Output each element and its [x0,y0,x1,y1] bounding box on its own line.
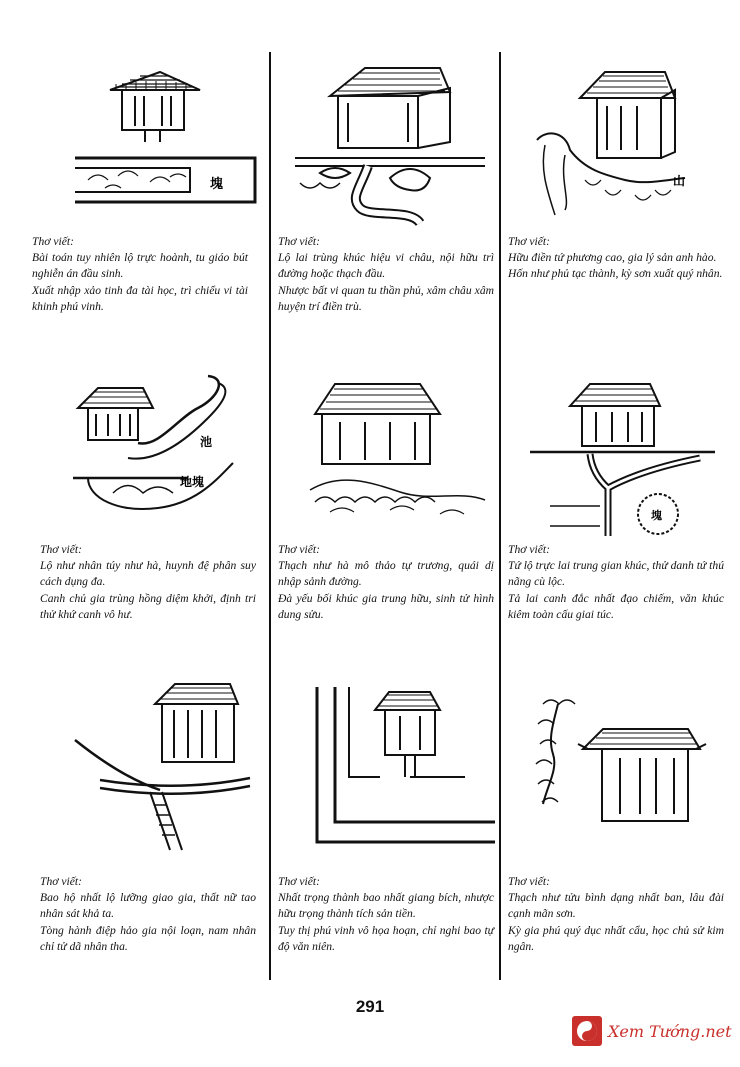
poem-cell-8 [278,874,494,955]
poem-heading: Thơ viết: [40,875,82,888]
poem-cell-2 [278,234,494,315]
poem-cell-3 [508,234,724,283]
watermark[interactable] [572,1014,732,1048]
poem-line: Bài toán tuy nhiên lộ trực hoành, tu giáo bút nghiễn án đầu sinh. [32,251,248,281]
poem-heading: Thơ viết: [278,543,320,556]
label-r1c1: 塊 [210,177,224,192]
poem-heading: Thơ viết: [278,875,320,888]
illustration-house-corner-wall [305,682,495,867]
poem-line: Tả lai canh đắc nhất đạo chiếm, văn khúc kiêm toàn cấu giai túc. [508,591,724,621]
poem-heading: Thơ viết: [32,235,74,248]
poem-cell-5 [278,542,494,623]
illustration-house-winding-road [290,58,490,233]
poem-line: Hốn như phủ tạc thành, kỳ sơn xuất quý nhân. [508,267,723,281]
illustration-house-rock-tree [528,684,718,869]
poem-heading: Thơ viết: [508,235,550,248]
poem-line: Canh chủ gia trùng hồng diệm khởi, định tri thử khứ canh vô hư. [40,591,256,621]
column-divider-right [499,52,501,980]
poem-line: Lộ lai trùng khúc hiệu vi châu, nội hữu trì đường hoặc thạch đầu. [278,251,494,281]
label-r2c3: 塊 [651,509,662,522]
poem-line: Thạch như hà mô thảo tự trương, quái dị nhập sảnh đường. [278,559,494,589]
poem-line: Xuất nhập xảo tinh đa tài học, trì chiểu vi tài khinh phú vinh. [32,283,248,313]
poem-line: Nhược bất vi quan tu thần phủ, xâm châu xâm huyện trí điền trù. [278,283,494,313]
illustration-house-crossroads [530,376,720,546]
poem-cell-6 [508,542,724,623]
poem-cell-7 [40,874,256,955]
yin-yang-icon [572,1016,602,1046]
poem-line: Tuy thị phú vinh vô họa hoạn, chỉ nghi bao tự độ văn niên. [278,923,494,953]
poem-line: Hữu điền tứ phương cao, gia lý sản anh hào. [508,251,717,265]
label-r2c1-a: 池 [200,435,213,449]
column-divider-left [269,52,271,980]
poem-heading: Thơ viết: [508,543,550,556]
watermark-text: Xem Tướng.net [608,1021,732,1041]
illustration-house-straight-road [60,60,260,225]
illustration-house-pond [68,368,258,543]
illustration-house-crossing-roads [70,680,260,865]
poem-heading: Thơ viết: [40,543,82,556]
poem-line: Đà yếu bối khúc gia trung hữu, sinh tử hình dung sửu. [278,591,494,621]
poem-heading: Thơ viết: [278,235,320,248]
illustration-house-rocks [300,372,490,542]
poem-line: Nhất trọng thành bao nhất giang bích, nhược hữu trọng thành tích sản tiền. [278,891,494,921]
poem-heading: Thơ viết: [508,875,550,888]
poem-cell-1 [32,234,248,315]
poem-cell-4 [40,542,256,623]
label-r1c3: 山 [673,174,686,188]
poem-line: Kỳ gia phú quý dục nhất cẩu, học chủ sử kim ngân. [508,923,724,953]
poem-cell-9 [508,874,724,955]
label-r2c1-b: 地塊 [180,475,205,489]
poem-line: Tòng hành điệp hảo gia nội loạn, nam nhân chỉ tử dã nhân tha. [40,923,256,953]
poem-line: Lộ như nhân túy như hà, huynh đệ phân suy cách dụng đa. [40,559,256,589]
illustration-house-mountain [525,60,725,235]
poem-line: Tứ lộ trực lai trung gian khúc, thử danh tứ thú nãng cù lộc. [508,559,724,589]
page-number: 291 [355,997,385,1016]
poem-line: Bao hộ nhất lộ lưỡng giao gia, thất nữ tao nhân sát khả ta. [40,891,256,921]
poem-line: Thạch như tửu bình dạng nhất ban, lâu đài cạnh mãn sơn. [508,891,724,921]
